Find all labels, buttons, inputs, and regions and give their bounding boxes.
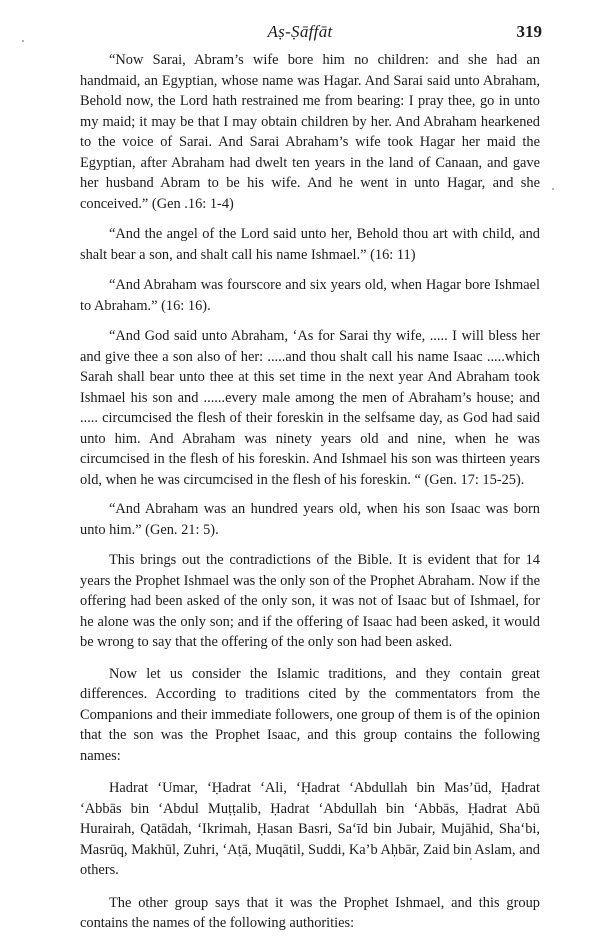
isaac-group-names: Hadrat ‘Umar, ‘Ḥadrat ‘Ali, ‘Ḥadrat ‘Abdullah bin Mas’ūd, Ḥadrat ‘Abbās bin ‘Abdul Muṭṭalib, Ḥadrat ‘Abdullah bin ‘Abbās, Ḥadrat Abū Hurairah, Qatādah, ‘Ikrimah, Ḥasan Basri, Sa‘īd bin Jubair, Mujāhid, Sha‘bi, Masrūq, Makhūl, Zuhri, ‘Aṭā, Muqātil, Suddi, Ka’b Aḥbār, Zaid bin Aslam, and others. [80,780,540,878]
ishmael-group-paragraph: The other group says that it was the Prophet Ishmael, and this group contains the names of the following authorities: [80,894,540,931]
bible-quote-gen-21-5: “And Abraham was an hundred years old, when his son Isaac was born unto him.” (Gen. 21: 5). [80,501,540,538]
bible-quote-gen-17-15-25: “And God said unto Abraham, ‘As for Sarai thy wife, ..... I will bless her and give thee a son also of her: .....and thou shalt call his name Isaac .....which Sarah shall bear unto thee at this set time in the next year And Abraham took Ishmael his son and ......every male among the men of Abraham’s house; and ..... circumcised the flesh of their foreskin in the selfsame day, as God had said unto him. And Abraham was ninety years old and nine, when he was circumcised in the flesh of his foreskin. And Ishmael his son was thirteen years old, when he was circumcised in the flesh of his foreskin. “ (Gen. 17: 15-25). [80,328,540,488]
running-title: Aṣ-Ṣāffāt [267,22,333,41]
scan-speck [552,188,554,190]
page-body [80,50,540,944]
page-number: 319 [516,22,542,41]
scan-speck [22,40,24,42]
scan-speck [470,858,472,860]
islamic-traditions-paragraph: Now let us consider the Islamic traditions, and they contain great differences. According to traditions cited by the commentators from the Companions and their immediate followers, one group of them is of the opinion that the son was the Prophet Isaac, and this group contains the following names: [80,665,541,764]
page-header [0,22,600,46]
bible-quote-gen-16-11: “And the angel of the Lord said unto her, Behold thou art with child, and shalt bear a son, and shalt call his name Ishmael.” (16: 11) [80,226,540,263]
contradiction-paragraph: This brings out the contradictions of the Bible. It is evident that for 14 years the Prophet Ishmael was the only son of the Prophet Abraham. Now if the offering had been asked of the only son, it was not of Isaac but of Ishmael, for he alone was the only son; and if the offering of Isaac had been asked, it would be wrong to say that the offering of the only son had been asked. [80,552,540,650]
bible-quote-gen-16-1-4: “Now Sarai, Abram’s wife bore him no children: and she had an handmaid, an Egyptian, whose name was Hagar. And Sarai said unto Abraham, Behold now, the Lord hath restrained me from bearing: I pray thee, go in unto my maid; it may be that I may obtain children by her. And Abraham hearkened to the voice of Sarai. And Sarai Abraham’s wife took Hagar her maid the Egyptian, after Abraham had dwelt ten years in the land of Canaan, and gave her husband Abram to be his wife. And he went in unto Hagar, and she conceived.” (Gen .16: 1-4) [80,52,540,212]
bible-quote-gen-16-16: “And Abraham was fourscore and six years old, when Hagar bore Ishmael to Abraham.” (16: 16). [80,277,540,314]
